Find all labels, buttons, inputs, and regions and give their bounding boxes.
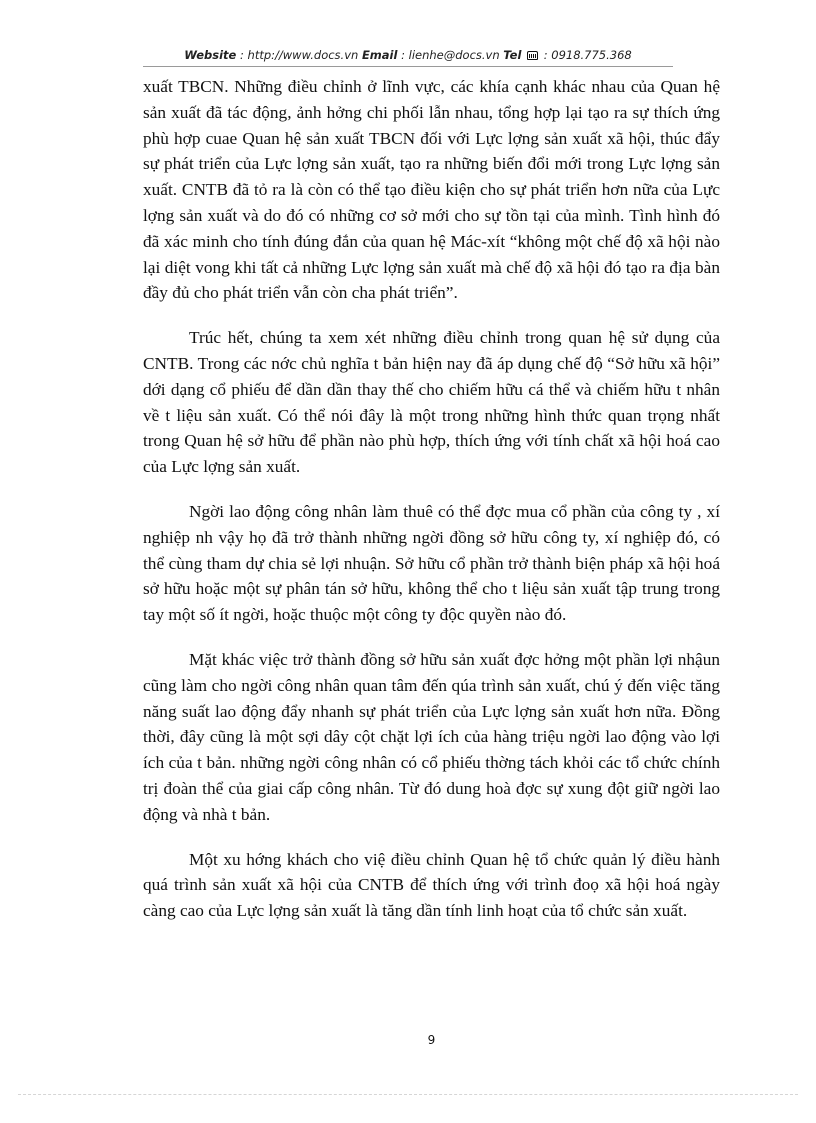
paragraph: xuất TBCN. Những điều chỉnh ở lĩnh vực, các khía cạnh khác nhau của Quan hệ sản xuất đã tác động, ảnh hởng chi phối lẫn nhau, tổng hợp lại tạo ra sự thích ứng phù hợp cuae Quan hệ sản xuất TBCN đối với Lực lợng sản xuất xã hội, thúc đẩy sự phát triển của Lực lợng sản xuất, tạo ra những biến đổi mới trong Lực lợng sản xuất. CNTB đã tỏ ra là còn có thể tạo điều kiện cho sự phát triển hơn nữa của Lực lợng sản xuất và do đó có những cơ sở mới cho sự tồn tại của mình. Tình hình đó đã xác minh cho tính đúng đắn của quan hệ Mác-xít “không một chế độ xã hội nào lại diệt vong khi tất cả những Lực lợng sản xuất mà chế độ xã hội đó tạo ra địa bàn đầy đủ cho phát triển vẫn còn cha phát triển”. (143, 77, 720, 303)
tel-value: : 0918.775.368 (540, 48, 632, 62)
website-label: Website (184, 48, 237, 62)
website-value: : http://www.docs.vn (236, 48, 362, 62)
phone-icon (527, 51, 538, 60)
document-body (143, 74, 720, 943)
paragraph: Ngời lao động công nhân làm thuê có thể đợc mua cổ phần của công ty , xí nghiệp nh vậy họ đã trở thành những ngời đồng sở hữu công ty, xí nghiệp đó, có thể cùng tham dự chia sẻ lợi nhuận. Sở hữu cổ phần trở thành biện pháp xã hội hoá sở hữu hoặc một sự phân tán sở hữu, không thể cho t liệu sản xuất tập trung trong tay một số ít ngời, hoặc thuộc một công ty độc quyền nào đó. (143, 501, 720, 625)
email-value: : lienhe@docs.vn (397, 48, 504, 62)
paragraph: Trúc hết, chúng ta xem xét những điều chỉnh trong quan hệ sử dụng của CNTB. Trong các nớc chủ nghĩa t bản hiện nay đã áp dụng chế độ “Sở hữu xã hội” dới dạng cổ phiếu để dần dần thay thế cho chiếm hữu cá thể và chiếm hữu t nhân về t liệu sản xuất. Có thể nói đây là một trong những hình thức quan trọng nhất trong Quan hệ sở hữu để phần nào phù hợp, thích ứng với tính chất xã hội hoá cao của Lực lợng sản xuất. (143, 328, 720, 477)
email-label: Email (361, 48, 398, 62)
tel-label: Tel (503, 48, 522, 62)
header-divider (143, 66, 673, 67)
page-number: 9 (427, 1033, 436, 1047)
page-header (143, 48, 673, 62)
paragraph: Mặt khác việc trở thành đồng sở hữu sản xuất đợc hởng một phần lợi nhậun cũng làm cho ngời công nhân quan tâm đến qúa trình sản xuất, chú ý đến việc tăng năng suất lao động đẩy nhanh sự phát triển của Lực lợng sản xuất hơn nữa. Đồng thời, đây cũng là một sợi dây cột chặt lợi ích của hàng triệu ngời lao động vào lợi ích của t bản. những ngời công nhân có cổ phiếu thờng tách khỏi các tổ chức chính trị đoàn thể của giai cấp công nhân. Từ đó dung hoà đợc sự xung đột giữ ngời lao động và nhà t bản. (143, 649, 720, 824)
page-bottom-border (18, 1094, 798, 1095)
paragraph: Một xu hớng khách cho việ điều chỉnh Quan hệ tổ chức quản lý điều hành quá trình sản xuất xã hội của CNTB để thích ứng với trình đoọ xã hội hoá ngày càng cao của Lực lợng sản xuất là tăng dần tính linh hoạt của tổ chức sản xuất. (143, 849, 720, 921)
